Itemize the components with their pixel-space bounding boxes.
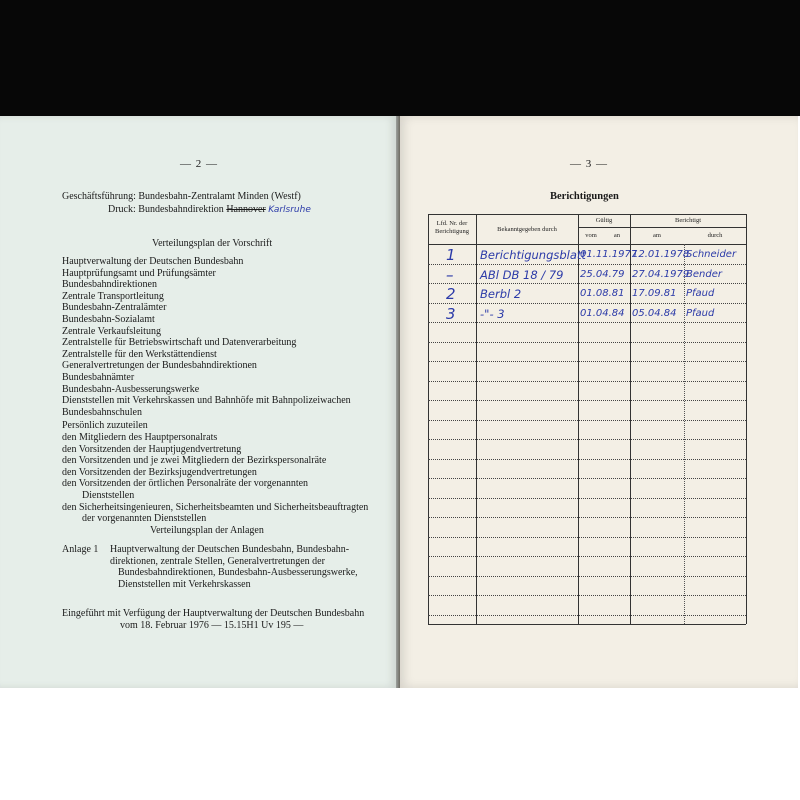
- header-gueltig: Gültig: [595, 217, 613, 224]
- header-berichtigt: Berichtigt: [675, 217, 701, 224]
- druck-label: Druck: Bundesbahndirektion: [108, 204, 224, 215]
- table-right-border: [746, 214, 747, 624]
- cell-durch: Bender: [686, 268, 722, 280]
- druck-struck-city: Hannover: [226, 204, 266, 215]
- list-item: Hauptverwaltung der Deutschen Bundesbahn: [62, 256, 244, 267]
- table-row-line: [428, 595, 746, 596]
- druck-handwritten-city: Karlsruhe: [268, 205, 311, 215]
- cell-nr: –: [446, 265, 454, 284]
- cell-am: 27.04.1979: [632, 268, 690, 280]
- cell-bekannt: ABl DB 18 / 79: [480, 267, 564, 282]
- header-vom: vom: [585, 232, 597, 239]
- page-number-right: — 3 —: [570, 158, 608, 170]
- cell-nr: 3: [446, 304, 456, 323]
- cell-nr: 1: [446, 246, 456, 264]
- table-row-line: [428, 576, 746, 577]
- header-druck: [108, 204, 311, 217]
- table-bottom-border: [428, 624, 746, 625]
- anlage-label: Anlage 1: [62, 544, 99, 555]
- table-row-line: [428, 400, 746, 401]
- header-geschaeftsfuehrung: Geschäftsführung: Bundesbahn-Zentralamt Minden (Westf): [62, 191, 301, 202]
- table-row-line: [428, 283, 746, 284]
- list-item: Zentrale Transportleitung: [62, 290, 164, 302]
- table-row-line: [428, 478, 746, 479]
- table-row-line: [428, 322, 746, 323]
- list-item: Dienststellen mit Verkehrskassen und Bahnhöfe mit Bahnpolizeiwachen: [62, 395, 351, 407]
- table-row-line: [428, 381, 746, 382]
- cell-am: 17.09.81: [632, 288, 677, 299]
- cell-vom: 01.04.84: [580, 307, 625, 319]
- list-item: Zentrale Verkaufsleitung: [62, 325, 161, 337]
- table-row-line: [428, 517, 746, 518]
- cell-bekannt: Berbl 2: [480, 287, 522, 301]
- list-item: Dienststellen mit Verkehrskassen: [118, 578, 251, 590]
- cell-vom: 01.11.1977: [580, 249, 638, 260]
- footer-line-1: Eingeführt mit Verfügung der Hauptverwaltung der Deutschen Bundesbahn: [62, 608, 365, 619]
- section-title-vorschrift: Verteilungsplan der Vorschrift: [152, 238, 273, 249]
- personal-heading: Persönlich zuzuteilen: [62, 420, 148, 431]
- table-row-line: [428, 303, 746, 304]
- table-row-line: [428, 264, 746, 265]
- list-item: den Vorsitzenden und je zwei Mitgliedern der Bezirkspersonalräte: [62, 455, 327, 467]
- list-item: Hauptverwaltung der Deutschen Bundesbahn, Bundesbahn-: [110, 544, 350, 555]
- list-item: Bundesbahn-Sozialamt: [62, 314, 155, 325]
- list-item: direktionen, zentrale Stellen, Generalvertretungen der: [110, 555, 325, 567]
- list-item: Hauptprüfungsamt und Prüfungsämter: [62, 267, 216, 279]
- table-row-line: [428, 439, 746, 440]
- background-top: [0, 0, 800, 116]
- background-bottom: [0, 688, 800, 800]
- cell-durch: Pfaud: [686, 307, 715, 319]
- list-item: Zentralstelle für Betriebswirtschaft und Datenverarbeitung: [62, 337, 297, 349]
- footer-line-2: vom 18. Februar 1976 — 15.15H1 Uv 195 —: [120, 620, 304, 631]
- cell-bekannt: -"- 3: [480, 306, 505, 321]
- header-lfd-nr: Lfd. Nr. der Berichtigung: [435, 220, 469, 235]
- cell-durch: Pfaud: [686, 288, 715, 299]
- header-an: an: [613, 232, 621, 239]
- cell-nr: 2: [446, 285, 456, 303]
- list-item: Dienststellen: [82, 490, 135, 501]
- table-row-line: [428, 556, 746, 557]
- table-row-line: [428, 342, 746, 343]
- cell-am: 12.01.1978: [632, 249, 690, 260]
- berichtigt-subdivider: [630, 227, 746, 228]
- cell-bekannt: Berichtigungsblatt: [480, 248, 586, 262]
- list-item: Bundesbahndirektionen: [62, 279, 157, 291]
- gueltig-subdivider: [578, 227, 630, 228]
- cell-durch: Schneider: [686, 249, 737, 260]
- header-bekanntgegeben: Bekanntgegeben durch: [497, 226, 557, 233]
- header-am: am: [653, 232, 661, 239]
- table-row-line: [428, 361, 746, 362]
- list-item: den Sicherheitsingenieuren, Sicherheitsbeamten und Sicherheitsbeauftragten: [62, 501, 369, 513]
- list-item: Zentralstelle für den Werkstättendienst: [62, 348, 217, 360]
- list-item: den Vorsitzenden der örtlichen Personalräte der vorgenannten: [62, 478, 309, 490]
- col-divider-4: [684, 244, 685, 624]
- list-item: den Vorsitzenden der Hauptjugendvertretung: [62, 443, 242, 455]
- list-item: Bundesbahnschulen: [62, 406, 142, 418]
- table-row-line: [428, 459, 746, 460]
- berichtigungen-table: [428, 214, 746, 624]
- list-item: den Vorsitzenden der Bezirksjugendvertretungen: [62, 466, 257, 478]
- list-item: Bundesbahndirektionen, Bundesbahn-Ausbesserungswerke,: [118, 567, 358, 579]
- header-durch: durch: [707, 232, 723, 239]
- cell-vom: 01.08.81: [580, 288, 625, 299]
- list-item: der vorgenannten Dienststellen: [82, 513, 207, 525]
- table-row-line: [428, 420, 746, 421]
- section-title-anlagen: Verteilungsplan der Anlagen: [150, 525, 264, 536]
- list-item: Bundesbahn-Zentralämter: [62, 302, 167, 314]
- list-item: Bundesbahn-Ausbesserungswerke: [62, 383, 200, 395]
- table-row-line: [428, 537, 746, 538]
- book-gutter: [396, 116, 400, 688]
- table-row-line: [428, 498, 746, 499]
- page-number-left: — 2 —: [180, 158, 218, 170]
- cell-am: 05.04.84: [632, 307, 677, 319]
- berichtigungen-title: Berichtigungen: [550, 191, 619, 202]
- list-item: den Mitgliedern des Hauptpersonalrats: [62, 432, 218, 443]
- list-item: Bundesbahnämter: [62, 372, 135, 383]
- list-item: Generalvertretungen der Bundesbahndirektionen: [62, 360, 257, 372]
- cell-vom: 25.04.79: [580, 268, 625, 280]
- table-row-line: [428, 615, 746, 616]
